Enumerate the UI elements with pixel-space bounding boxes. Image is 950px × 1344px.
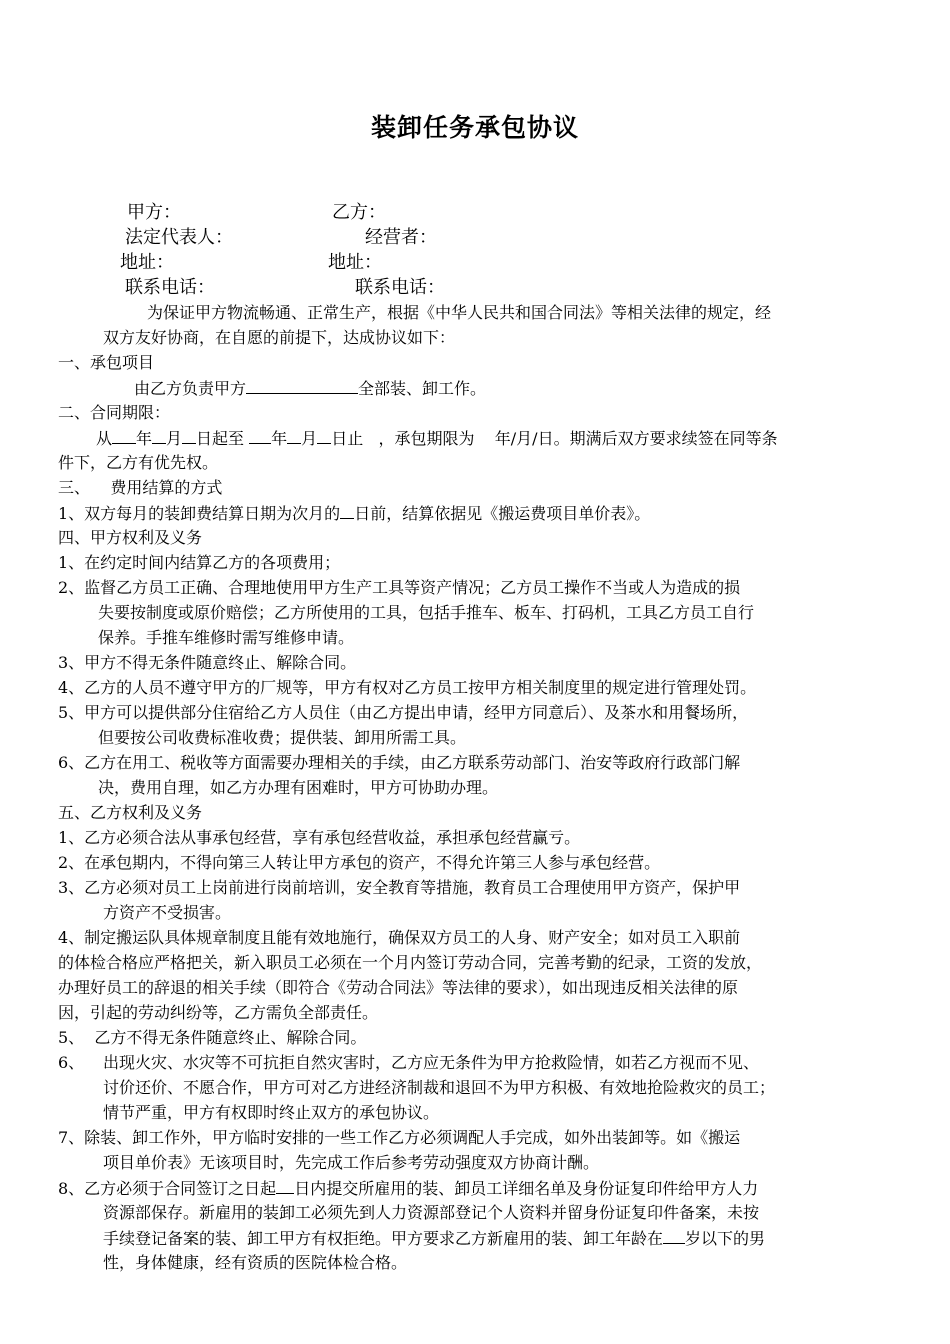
section-heading: 四、甲方权利及义务: [58, 528, 203, 547]
clause-line: 件下，乙方有优先权。: [58, 453, 219, 472]
clause-text: 日内提交所雇用的装、卸员工详细名单及身份证复印件给甲方人力: [294, 1179, 759, 1198]
blank-field: [182, 426, 196, 444]
document-title: 装卸任务承包协议: [370, 113, 579, 142]
address-b-label: 地址：: [328, 252, 382, 273]
clause-line: 保养。手推车维修时需写维修申请。: [98, 628, 355, 647]
blank-field: [246, 376, 358, 394]
blank-field: [317, 426, 331, 444]
blank-field: [152, 426, 166, 444]
clause-line: [103, 1226, 765, 1251]
blank-field: [663, 1226, 685, 1244]
clause-line: [58, 1176, 758, 1201]
party-b-label: 乙方：: [332, 202, 386, 223]
section-heading: 三、 费用结算的方式: [58, 478, 223, 497]
clause-text: 从: [96, 429, 113, 448]
section-heading: 五、乙方权利及义务: [58, 803, 203, 822]
clause-line: 4、乙方的人员不遵守甲方的厂规等，甲方有权对乙方员工按甲方相关制度里的规定进行管理处罚。: [58, 678, 757, 697]
clause-line: 决，费用自理，如乙方办理有困难时，甲方可协助办理。: [98, 778, 499, 797]
clause-line: 但要按公司收费标准收费；提供装、卸用所需工具。: [98, 728, 467, 747]
blank-field: [287, 426, 301, 444]
clause-text: 日前，结算依据见《搬运费项目单价表》。: [354, 504, 651, 523]
clause-text: 年: [136, 429, 153, 448]
clause-text: 岁以下的男: [685, 1229, 766, 1248]
clause-number: 6、: [58, 1053, 85, 1072]
clause-text: 手续登记备案的装、卸工甲方有权拒绝。甲方要求乙方新雇用的装、卸工年龄在: [103, 1229, 664, 1248]
clause-line: 资源部保存。新雇用的装卸工必须先到人力资源部登记个人资料并留身份证复印件备案，未按: [103, 1203, 760, 1222]
clause-line: 方资产不受损害。: [103, 903, 232, 922]
section-heading: 二、合同期限：: [58, 403, 171, 422]
clause-line: 7、除装、卸工作外，甲方临时安排的一些工作乙方必须调配人手完成，如外出装卸等。如《搬运: [58, 1128, 741, 1147]
clause-line: 办理好员工的辞退的相关手续（即符合《劳动合同法》等法律的要求），如出现违反相关法律的原: [58, 978, 739, 997]
clause-line: 讨价还价、不愿合作，甲方可对乙方进经济制裁和退回不为甲方积极、有效地抢险救灾的员工；: [103, 1078, 776, 1097]
clause-line: [134, 376, 486, 401]
clause-line: 2、在承包期内，不得向第三人转让甲方承包的资产，不得允许第三人参与承包经营。: [58, 853, 661, 872]
legal-rep-label: 法定代表人：: [125, 227, 233, 248]
clause-line: 3、甲方不得无条件随意终止、解除合同。: [58, 653, 357, 672]
clause-line: 项目单价表》无该项目时，先完成工作后参考劳动强度双方协商计酬。: [103, 1153, 600, 1172]
clause-text: 1、双方每月的装卸费结算日期为次月的: [58, 504, 341, 523]
clause-line: 因，引起的劳动纠纷等，乙方需负全部责任。: [58, 1003, 379, 1022]
clause-line: [58, 501, 650, 526]
clause-line: 2、监督乙方员工正确、合理地使用甲方生产工具等资产情况；乙方员工操作不当或人为造成的损: [58, 578, 741, 597]
clause-line: 5、 乙方不得无条件随意终止、解除合同。: [58, 1028, 367, 1047]
clause-text: 日起至: [196, 429, 245, 448]
clause-text: 8、乙方必须于合同签订之日起: [58, 1179, 277, 1198]
clause-line: 4、制定搬运队具体规章制度且能有效地施行，确保双方员工的人身、财产安全；如对员工入职前: [58, 928, 741, 947]
phone-b-label: 联系电话：: [355, 277, 445, 298]
clause-line: 情节严重，甲方有权即时终止双方的承包协议。: [103, 1103, 440, 1122]
clause-line: [96, 426, 778, 451]
clause-line: 性，身体健康，经有资质的医院体检合格。: [103, 1253, 408, 1272]
operator-label: 经营者：: [365, 227, 437, 248]
party-a-label: 甲方：: [127, 202, 181, 223]
blank-field: [249, 426, 271, 444]
blank-field: [276, 1176, 294, 1194]
clause-line: 出现火灾、水灾等不可抗拒自然灾害时，乙方应无条件为甲方抢救险情，如若乙方视而不见、: [103, 1053, 760, 1072]
section-heading: 一、承包项目: [58, 353, 155, 372]
blank-field: [112, 426, 136, 444]
clause-text: 月: [166, 429, 183, 448]
blank-field: [340, 501, 354, 519]
clause-text: 月: [301, 429, 318, 448]
clause-line: 3、乙方必须对员工上岗前进行岗前培训，安全教育等措施，教育员工合理使用甲方资产，保护甲: [58, 878, 741, 897]
preamble-line: 为保证甲方物流畅通、正常生产，根据《中华人民共和国合同法》等相关法律的规定，经: [147, 303, 772, 322]
clause-text: 全部装、卸工作。: [358, 379, 487, 398]
phone-a-label: 联系电话：: [125, 277, 215, 298]
clause-line: 1、乙方必须合法从事承包经营，享有承包经营收益，承担承包经营赢亏。: [58, 828, 581, 847]
address-a-label: 地址：: [120, 252, 174, 273]
clause-text: 年: [271, 429, 288, 448]
clause-text: 由乙方负责甲方: [134, 379, 247, 398]
clause-line: 1、在约定时间内结算乙方的各项费用；: [58, 553, 341, 572]
clause-line: 5、甲方可以提供部分住宿给乙方人员住（由乙方提出申请，经甲方同意后）、及茶水和用餐场所，: [58, 703, 749, 722]
clause-text: 日止 ，承包期限为 年/月/日。期满后双方要求续签在同等条: [331, 429, 778, 448]
clause-line: 失要按制度或原价赔偿；乙方所使用的工具，包括手推车、板车、打码机，工具乙方员工自行: [98, 603, 755, 622]
clause-line: 的体检合格应严格把关，新入职员工必须在一个月内签订劳动合同，完善考勤的纪录，工资的发放，: [58, 953, 763, 972]
preamble-line: 双方友好协商，在自愿的前提下，达成协议如下：: [103, 328, 456, 347]
clause-line: 6、乙方在用工、税收等方面需要办理相关的手续，由乙方联系劳动部门、治安等政府行政部门解: [58, 753, 741, 772]
